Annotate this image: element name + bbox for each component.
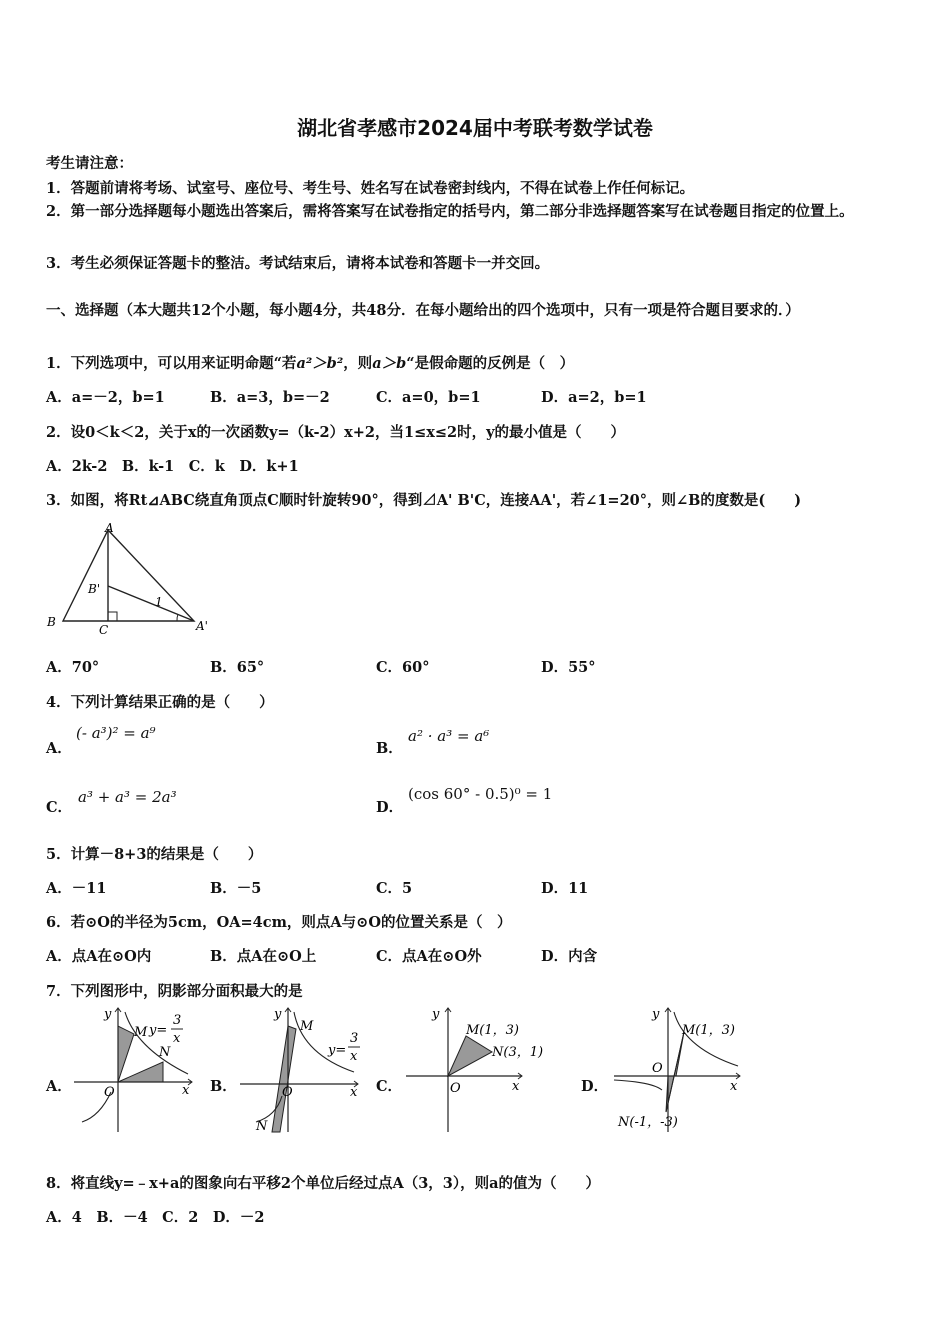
q1-stem-part: ，则 [343,355,373,372]
q5-option[interactable]: B．－5 [210,880,262,897]
origin-label: O [104,1085,115,1100]
notice-item: 3．考生必须保证答题卡的整洁。考试结束后，请将本试卷和答题卡一并交回。 [46,255,550,272]
q1-option[interactable]: C．a=0，b=1 [376,389,481,406]
point-N-label: N(3，1) [492,1045,544,1060]
point-M-label: M(1，3) [466,1023,519,1038]
point-M-label: M(1，3) [682,1023,735,1038]
point-N-label: N [256,1119,268,1134]
q1-option[interactable]: A．a=－2，b=1 [46,389,165,406]
q3-option[interactable]: A．70° [46,659,100,676]
point-M-label: M [300,1019,314,1034]
q7-graph-d [610,1004,760,1136]
label-A: A [105,521,114,535]
q6-option[interactable]: C．点A在⊙O外 [376,948,482,965]
label-angle-1: 1 [155,595,163,609]
q8-options[interactable]: A．4 B．－4 C．2 D．－2 [46,1209,265,1226]
q5-option[interactable]: D．11 [541,880,589,897]
q1-condition: a²＞b² [296,355,344,372]
axis-y-label: y [432,1007,440,1022]
q4-formula-a: (- a³)² = a⁹ [76,724,156,742]
q4-option-letter[interactable]: A． [46,740,72,757]
question-6-stem: 6．若⊙O的半径为5cm，OA=4cm，则点A与⊙O的位置关系是（ ） [46,914,512,931]
q7-option-letter[interactable]: C． [376,1078,403,1095]
notice-heading: 考生请注意： [46,155,133,172]
question-5-stem: 5．计算－8+3的结果是（ ） [46,846,263,863]
section-heading: 一、选择题（本大题共12个小题，每小题4分，共48分．在每小题给出的四个选项中，只有一项是符合题目要求的．） [46,302,800,319]
origin-label: O [450,1081,461,1096]
q3-option[interactable]: D．55° [541,659,596,676]
function-label: y= [328,1043,347,1058]
fraction-denominator: x [350,1049,358,1064]
q3-option[interactable]: B．65° [210,659,265,676]
q2-options[interactable]: A．2k-2 B．k-1 C．k D．k+1 [46,458,299,475]
label-B: B [47,615,56,629]
q7-option-letter[interactable]: A． [46,1078,72,1095]
notice-item: 2．第一部分选择题每小题选出答案后，需将答案写在试卷指定的括号内，第二部分非选择题答案写在试卷题目指定的位置上。 [46,203,854,220]
q5-option[interactable]: A．－11 [46,880,107,897]
question-8-stem: 8．将直线y=﹣x+a的图象向右平移2个单位后经过点A（3，3），则a的值为（ ） [46,1175,601,1192]
q4-option-letter[interactable]: C． [46,799,73,816]
q6-option[interactable]: A．点A在⊙O内 [46,948,152,965]
label-C: C [99,623,109,637]
q7-graph-b [236,1004,366,1136]
question-4-stem: 4．下列计算结果正确的是（ ） [46,694,274,711]
q3-triangle-figure [44,520,214,642]
q4-formula-d: (cos 60° - 0.5)⁰ = 1 [408,785,553,803]
q7-graph-a [70,1004,200,1136]
q6-option[interactable]: B．点A在⊙O上 [210,948,317,965]
fraction-denominator: x [173,1031,181,1046]
axis-y-label: y [652,1007,660,1022]
q4-option-letter[interactable]: B． [376,740,403,757]
q1-stem-part: “是假命题的反例是（ ） [406,355,575,372]
q1-option[interactable]: B．a=3，b=－2 [210,389,330,406]
axis-y-label: y [274,1007,282,1022]
origin-label: O [652,1061,663,1076]
q1-conclusion: a＞b [372,355,407,372]
q1-option[interactable]: D．a=2，b=1 [541,389,647,406]
q5-option[interactable]: C．5 [376,880,413,897]
fraction-numerator: 3 [350,1031,359,1046]
q6-option[interactable]: D．内含 [541,948,598,965]
axis-x-label: x [730,1079,738,1094]
question-3-stem: 3．如图，将Rt⊿ABC绕直角顶点C顺时针旋转90°，得到⊿A' B'C，连接AA'，若∠1=20°，则∠B的度数是( ) [46,492,802,509]
origin-label: O [282,1085,293,1100]
function-label: y= [149,1023,168,1038]
axis-x-label: x [182,1083,190,1098]
axis-x-label: x [512,1079,520,1094]
point-N-label: N [159,1045,171,1060]
page-title: 湖北省孝感市2024届中考联考数学试卷 [297,116,653,140]
axis-y-label: y [104,1007,112,1022]
notice-item: 1．答题前请将考场、试室号、座位号、考生号、姓名写在试卷密封线内，不得在试卷上作任何标记。 [46,180,695,197]
label-A-prime: A' [196,619,208,633]
question-1-stem [46,352,574,373]
q3-option[interactable]: C．60° [376,659,430,676]
q4-formula-b: a² · a³ = a⁶ [408,727,490,745]
point-M-label: M [134,1025,148,1040]
q1-stem-part: 1．下列选项中，可以用来证明命题“若 [46,355,297,372]
q4-formula-c: a³ + a³ = 2a³ [78,788,177,806]
axis-x-label: x [350,1085,358,1100]
point-N-label: N(-1，-3) [618,1115,678,1130]
label-B-prime: B' [88,582,101,596]
q7-option-letter[interactable]: D． [581,1078,609,1095]
question-7-stem: 7．下列图形中，阴影部分面积最大的是 [46,983,303,1000]
question-2-stem: 2．设0＜k＜2，关于x的一次函数y=（k-2）x+2，当1≤x≤2时，y的最小值是（ ） [46,424,626,441]
q7-graph-c [402,1004,552,1136]
fraction-numerator: 3 [173,1013,182,1028]
q7-option-letter[interactable]: B． [210,1078,237,1095]
q4-option-letter[interactable]: D． [376,799,404,816]
